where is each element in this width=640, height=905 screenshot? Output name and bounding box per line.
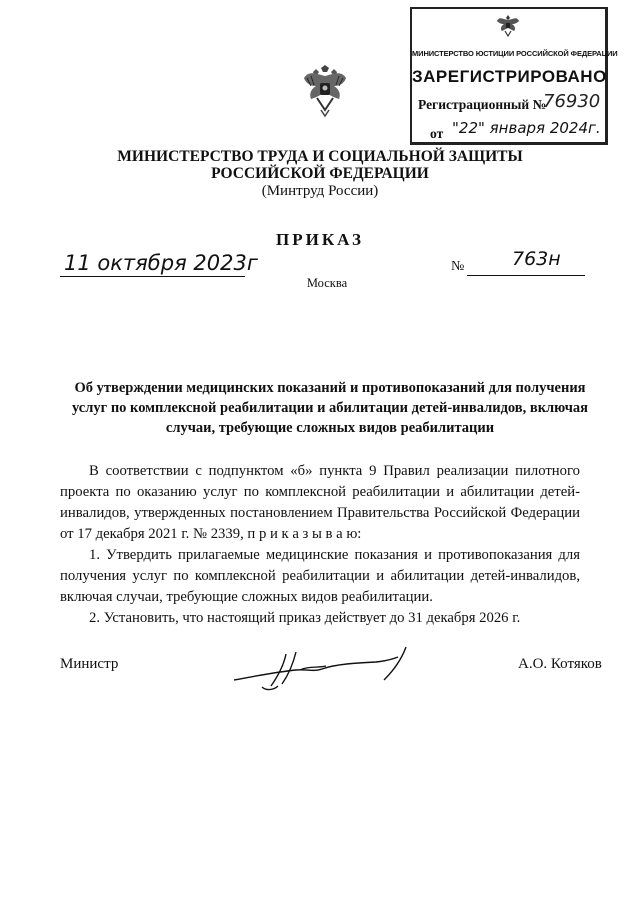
stamp-date: "22" января 2024г. [452,119,601,137]
registration-stamp [410,7,618,145]
signer-position: Министр [60,656,119,672]
city: Москва [306,276,348,290]
title-line-3: случаи, требующие сложных видов реабилитации [165,420,495,436]
body-paragraph-3: 2. Установить, что настоящий приказ действует до 31 декабря 2026 г. [89,610,521,626]
body-paragraph-2: 1. Утвердить прилагаемые медицинские показания и противопоказания для получения услуг по комплексной реабилитации и абилитации детей-инвалидов, включая случаи, требующие сложных видов реабилитации. [60,547,580,605]
number-sign: № [451,259,465,274]
body-paragraph-1: В соответствии с подпунктом «б» пункта 9 Правил реализации пилотного проекта по оказанию услуг по комплексной реабилитации и абилитации детей-инвалидов, утвержденных постановлением Правительства Российской Федерации от 17 декабря 2021 г. № 2339, п р и к а з ы в а ю: [60,463,580,542]
handwritten-signature-icon [226,642,416,694]
title-line-1: Об утверждении медицинских показаний и противопоказаний для получения [74,380,586,396]
stamp-date-prefix: от [430,126,444,141]
signer-name: А.О. Котяков [518,656,602,672]
coat-of-arms-icon [301,64,349,118]
ministry-name-line1: МИНИСТЕРСТВО ТРУДА И СОЦИАЛЬНОЙ ЗАЩИТЫ [117,148,523,165]
order-number: 763н [512,248,561,270]
stamp-ministry: МИНИСТЕРСТВО ЮСТИЦИИ РОССИЙСКОЙ ФЕДЕРАЦИИ [412,49,618,58]
ministry-name-line2: РОССИЙСКОЙ ФЕДЕРАЦИИ [211,165,429,182]
title-line-2: услуг по комплексной реабилитации и абилитации детей-инвалидов, включая [71,400,588,416]
ministry-short-name: (Минтруд России) [261,183,379,199]
stamp-registered: ЗАРЕГИСТРИРОВАНО [412,67,607,86]
stamp-reg-number-label: Регистрационный № [418,97,547,112]
stamp-reg-number: 76930 [543,91,601,112]
order-date: 11 октября 2023г [64,251,258,275]
stamp-eagle-emblem-icon [495,12,521,40]
document-title [60,378,600,438]
document-type: ПРИКАЗ [276,230,364,249]
document-body [60,461,580,629]
